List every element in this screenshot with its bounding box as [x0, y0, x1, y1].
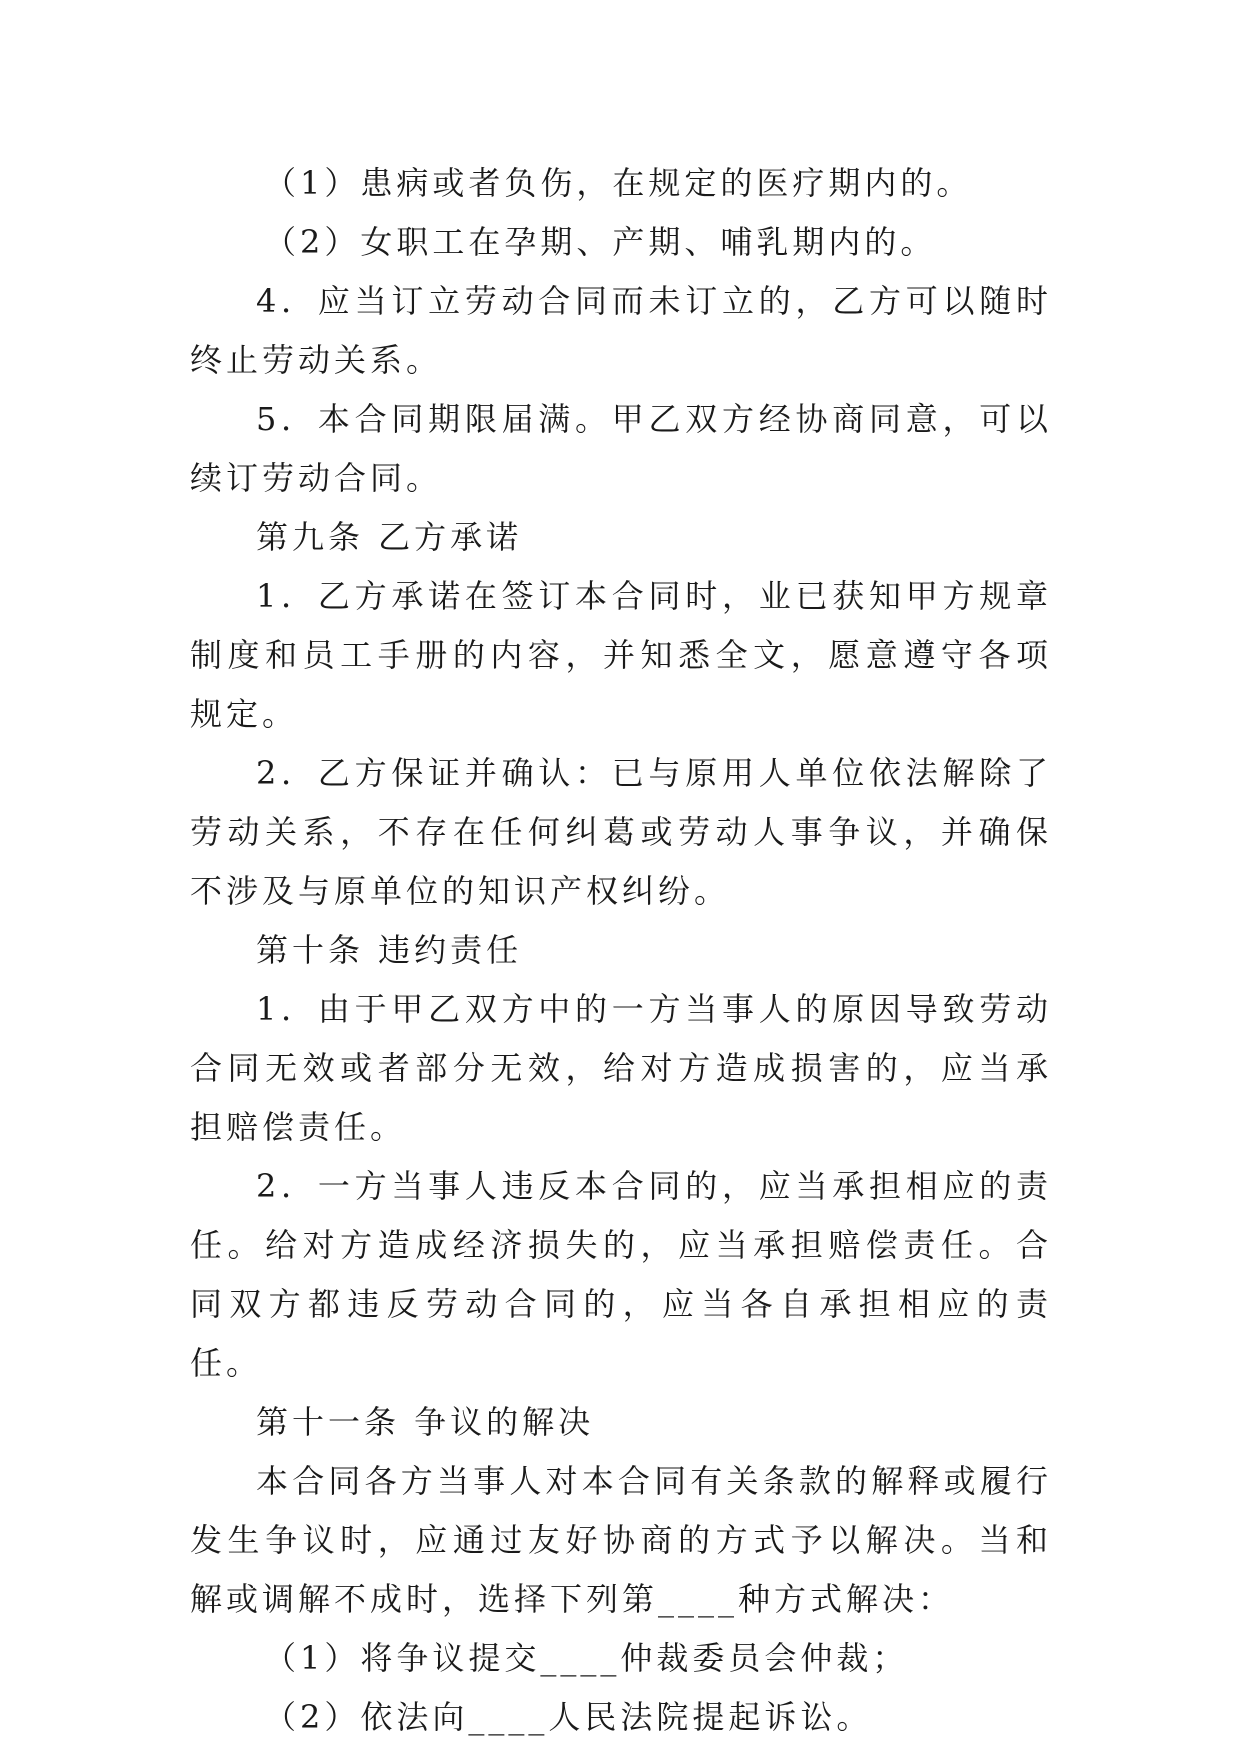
paragraph-article-9-item-2: 2．乙方保证并确认：已与原用人单位依法解除了劳动关系，不存在任何纠葛或劳动人事争议，并确保不涉及与原单位的知识产权纠纷。	[190, 754, 1052, 910]
paragraph-pregnancy-period: （2）女职工在孕期、产期、哺乳期内的。	[264, 223, 937, 261]
heading-article-10: 第十条 违约责任	[256, 931, 523, 969]
paragraph-article-10-item-1: 1．由于甲乙双方中的一方当事人的原因导致劳动合同无效或者部分无效，给对方造成损害的，应当承担赔偿责任。	[190, 990, 1052, 1146]
paragraph-clause-5: 5．本合同期限届满。甲乙双方经协商同意，可以续订劳动合同。	[190, 400, 1052, 497]
paragraph-article-10-item-2: 2．一方当事人违反本合同的，应当承担相应的责任。给对方造成经济损失的，应当承担赔偿责任。合同双方都违反劳动合同的，应当各自承担相应的责任。	[190, 1167, 1052, 1382]
paragraph-article-11-body: 本合同各方当事人对本合同有关条款的解释或履行发生争议时，应通过友好协商的方式予以解决。当和解或调解不成时，选择下列第____种方式解决：	[190, 1462, 1052, 1618]
paragraph-litigation-option: （2）依法向____人民法院提起诉讼。	[264, 1698, 873, 1736]
heading-article-9: 第九条 乙方承诺	[256, 518, 523, 556]
paragraph-clause-4: 4．应当订立劳动合同而未订立的，乙方可以随时终止劳动关系。	[190, 282, 1052, 379]
paragraph-arbitration-option: （1）将争议提交____仲裁委员会仲裁；	[264, 1639, 909, 1677]
heading-article-11: 第十一条 争议的解决	[256, 1403, 595, 1441]
paragraph-article-9-item-1: 1．乙方承诺在签订本合同时，业已获知甲方规章制度和员工手册的内容，并知悉全文，愿意遵守各项规定。	[190, 577, 1052, 733]
document-body	[190, 154, 1052, 1747]
paragraph-medical-period: （1）患病或者负伤，在规定的医疗期内的。	[264, 164, 973, 202]
